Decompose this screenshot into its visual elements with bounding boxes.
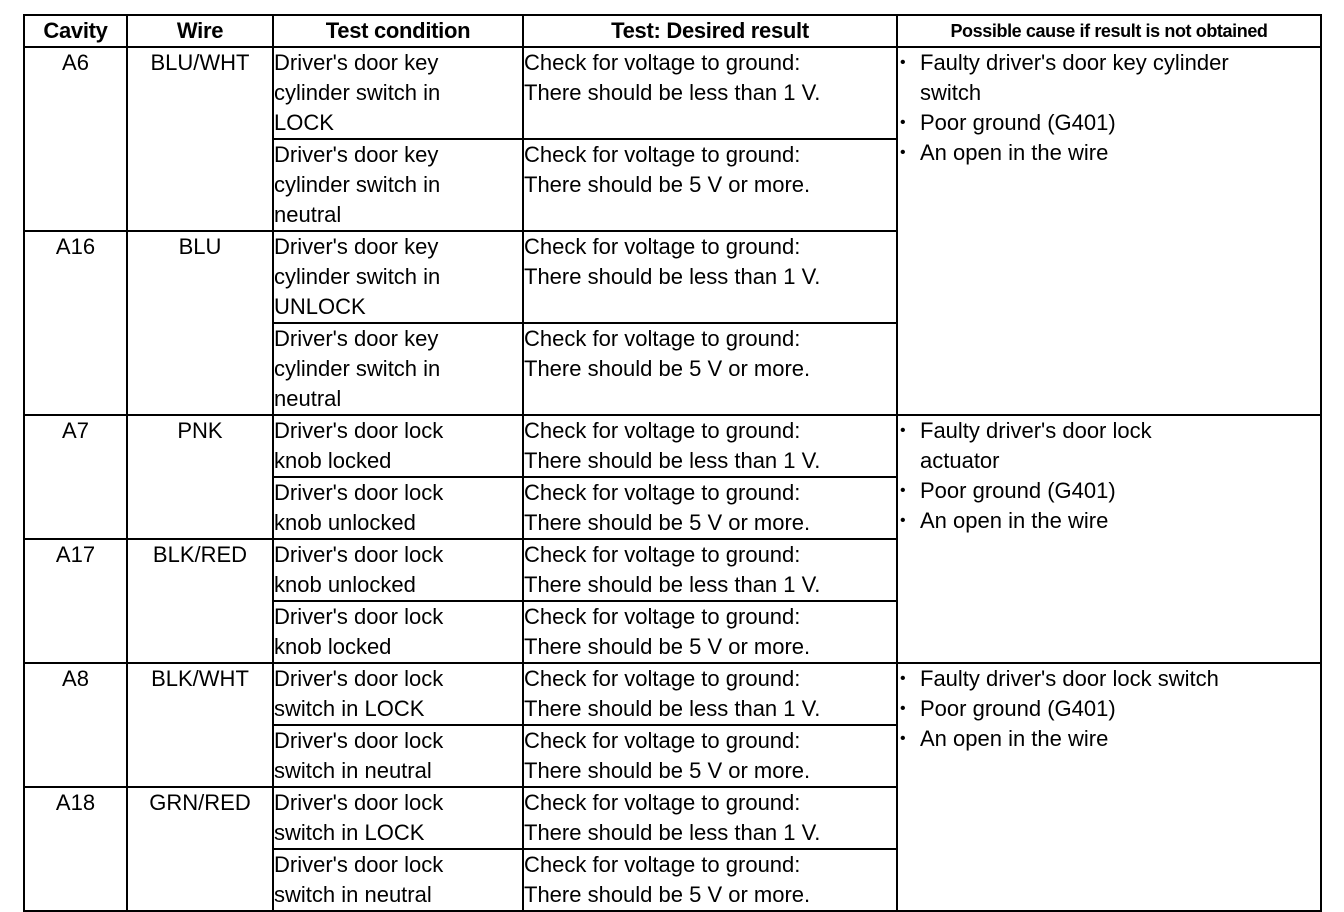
desired-result-line: There should be less than 1 V. (524, 820, 821, 845)
bullet-icon: • (900, 670, 906, 687)
header-possible-cause: Possible cause if result is not obtained (897, 15, 1321, 47)
desired-result-line: Check for voltage to ground: (524, 666, 801, 691)
possible-cause-list (898, 664, 1320, 754)
possible-cause-item (898, 506, 1320, 536)
wire-color-cell: BLK/RED (127, 539, 273, 663)
desired-result-line: There should be 5 V or more. (524, 758, 811, 783)
test-condition-line: Driver's door lock (274, 542, 444, 567)
desired-result-cell (523, 477, 897, 539)
table-row (24, 663, 1321, 725)
cavity-cell: A8 (24, 663, 127, 787)
desired-result-cell (523, 139, 897, 231)
test-condition-line: Driver's door lock (274, 604, 444, 629)
test-condition-line: Driver's door key (274, 50, 439, 75)
desired-result-line: There should be less than 1 V. (524, 264, 821, 289)
test-condition-cell (273, 539, 523, 601)
test-condition-line: Driver's door lock (274, 852, 444, 877)
header-wire: Wire (127, 15, 273, 47)
possible-cause-line: Poor ground (G401) (920, 696, 1116, 721)
bullet-icon: • (900, 54, 906, 71)
desired-result-cell (523, 323, 897, 415)
desired-result-line: There should be 5 V or more. (524, 172, 811, 197)
desired-result-cell (523, 47, 897, 139)
possible-cause-line: Poor ground (G401) (920, 110, 1116, 135)
test-condition-line: UNLOCK (274, 294, 366, 319)
test-condition-cell (273, 139, 523, 231)
desired-result-cell (523, 663, 897, 725)
test-condition-line: LOCK (274, 110, 334, 135)
test-condition-line: switch in neutral (274, 758, 432, 783)
desired-result-line: Check for voltage to ground: (524, 326, 801, 351)
diagnostic-table (23, 14, 1322, 912)
test-condition-line: Driver's door key (274, 326, 439, 351)
test-condition-line: Driver's door lock (274, 728, 444, 753)
desired-result-cell (523, 849, 897, 911)
desired-result-line: There should be less than 1 V. (524, 448, 821, 473)
cavity-cell: A17 (24, 539, 127, 663)
bullet-icon: • (900, 730, 906, 747)
bullet-icon: • (900, 482, 906, 499)
desired-result-line: There should be less than 1 V. (524, 80, 821, 105)
desired-result-line: There should be 5 V or more. (524, 356, 811, 381)
header-test-condition: Test condition (273, 15, 523, 47)
test-condition-line: neutral (274, 386, 342, 411)
desired-result-cell (523, 539, 897, 601)
possible-cause-line: Faulty driver's door lock switch (920, 666, 1219, 691)
desired-result-cell (523, 415, 897, 477)
test-condition-cell (273, 231, 523, 323)
test-condition-line: knob locked (274, 634, 392, 659)
test-condition-cell (273, 477, 523, 539)
desired-result-cell (523, 787, 897, 849)
bullet-icon: • (900, 422, 906, 439)
wire-color-cell: BLU/WHT (127, 47, 273, 231)
desired-result-line: Check for voltage to ground: (524, 50, 801, 75)
test-condition-line: cylinder switch in (274, 356, 441, 381)
wire-color-cell: BLU (127, 231, 273, 415)
test-condition-line: switch in LOCK (274, 820, 425, 845)
possible-cause-item (898, 48, 1320, 108)
cavity-cell: A16 (24, 231, 127, 415)
desired-result-line: Check for voltage to ground: (524, 542, 801, 567)
possible-cause-item (898, 416, 1320, 476)
table-row (24, 415, 1321, 477)
bullet-icon: • (900, 700, 906, 717)
test-condition-cell (273, 323, 523, 415)
test-condition-line: Driver's door key (274, 142, 439, 167)
desired-result-line: Check for voltage to ground: (524, 790, 801, 815)
test-condition-line: Driver's door lock (274, 790, 444, 815)
test-condition-line: neutral (274, 202, 342, 227)
test-condition-line: knob unlocked (274, 510, 416, 535)
desired-result-line: There should be 5 V or more. (524, 882, 811, 907)
test-condition-line: switch in LOCK (274, 696, 425, 721)
possible-cause-list (898, 48, 1320, 168)
desired-result-line: Check for voltage to ground: (524, 142, 801, 167)
possible-cause-line: An open in the wire (920, 508, 1109, 533)
test-condition-cell (273, 663, 523, 725)
table-row (24, 47, 1321, 139)
test-condition-line: Driver's door lock (274, 418, 444, 443)
possible-cause-cell (897, 663, 1321, 911)
cavity-cell: A18 (24, 787, 127, 911)
test-condition-line: cylinder switch in (274, 172, 441, 197)
desired-result-cell (523, 601, 897, 663)
possible-cause-cell (897, 47, 1321, 415)
desired-result-line: Check for voltage to ground: (524, 604, 801, 629)
possible-cause-item (898, 108, 1320, 138)
possible-cause-item (898, 724, 1320, 754)
possible-cause-item (898, 664, 1320, 694)
possible-cause-line: actuator (920, 448, 1000, 473)
test-condition-cell (273, 725, 523, 787)
test-condition-line: knob locked (274, 448, 392, 473)
test-condition-cell (273, 47, 523, 139)
desired-result-cell (523, 231, 897, 323)
desired-result-line: Check for voltage to ground: (524, 852, 801, 877)
desired-result-line: There should be less than 1 V. (524, 572, 821, 597)
possible-cause-line: An open in the wire (920, 726, 1109, 751)
test-condition-line: cylinder switch in (274, 264, 441, 289)
test-condition-line: knob unlocked (274, 572, 416, 597)
desired-result-line: There should be 5 V or more. (524, 510, 811, 535)
header-cavity: Cavity (24, 15, 127, 47)
cavity-cell: A6 (24, 47, 127, 231)
wire-color-cell: GRN/RED (127, 787, 273, 911)
test-condition-cell (273, 849, 523, 911)
test-condition-cell (273, 787, 523, 849)
test-condition-line: Driver's door lock (274, 666, 444, 691)
desired-result-line: Check for voltage to ground: (524, 418, 801, 443)
possible-cause-cell (897, 415, 1321, 663)
table-body (24, 47, 1321, 911)
possible-cause-line: switch (920, 80, 982, 105)
test-condition-line: cylinder switch in (274, 80, 441, 105)
possible-cause-line: Poor ground (G401) (920, 478, 1116, 503)
desired-result-line: There should be less than 1 V. (524, 696, 821, 721)
bullet-icon: • (900, 114, 906, 131)
desired-result-line: Check for voltage to ground: (524, 234, 801, 259)
possible-cause-line: Faulty driver's door lock (920, 418, 1152, 443)
possible-cause-item (898, 476, 1320, 506)
bullet-icon: • (900, 512, 906, 529)
desired-result-line: Check for voltage to ground: (524, 728, 801, 753)
test-condition-line: Driver's door key (274, 234, 439, 259)
bullet-icon: • (900, 144, 906, 161)
desired-result-line: There should be 5 V or more. (524, 634, 811, 659)
wire-color-cell: BLK/WHT (127, 663, 273, 787)
possible-cause-line: Faulty driver's door key cylinder (920, 50, 1229, 75)
desired-result-cell (523, 725, 897, 787)
test-condition-cell (273, 415, 523, 477)
cavity-cell: A7 (24, 415, 127, 539)
header-desired-result: Test: Desired result (523, 15, 897, 47)
test-condition-line: Driver's door lock (274, 480, 444, 505)
possible-cause-list (898, 416, 1320, 536)
header-row (24, 15, 1321, 47)
wire-color-cell: PNK (127, 415, 273, 539)
test-condition-cell (273, 601, 523, 663)
possible-cause-item (898, 694, 1320, 724)
possible-cause-line: An open in the wire (920, 140, 1109, 165)
possible-cause-item (898, 138, 1320, 168)
desired-result-line: Check for voltage to ground: (524, 480, 801, 505)
test-condition-line: switch in neutral (274, 882, 432, 907)
